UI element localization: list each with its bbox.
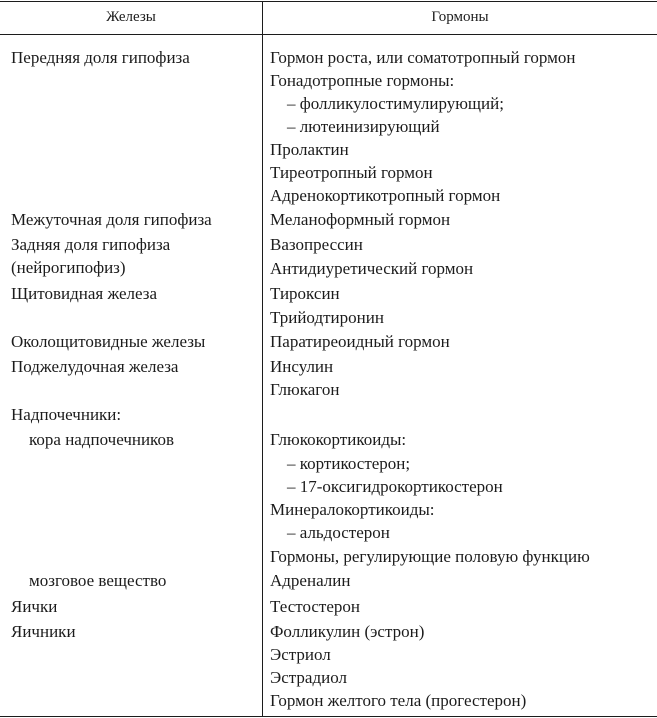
hormone-cell: Гормон роста, или соматотропный гормон — [270, 48, 576, 67]
column-divider — [262, 1, 263, 717]
hormone-cell: Минералокортикоиды: — [270, 500, 435, 519]
hormone-cell: Фолликулин (эстрон) — [270, 622, 425, 641]
table-header-rule — [0, 34, 657, 35]
header-hormones: Гормоны — [431, 9, 489, 25]
hormone-cell: Адреналин — [270, 571, 351, 590]
hormone-cell: Глюкокортикоиды: — [270, 430, 407, 449]
hormone-cell: Тироксин — [270, 284, 340, 303]
hormone-cell: Тиреотропный гормон — [270, 163, 433, 182]
gland-cell: Яичники — [11, 622, 76, 641]
gland-cell: кора надпочечников — [29, 430, 174, 449]
gland-cell: Яички — [11, 597, 58, 616]
hormone-cell: – альдостерон — [287, 523, 390, 542]
hormone-cell: Вазопрессин — [270, 235, 363, 254]
gland-cell: Околощитовидные железы — [11, 332, 206, 351]
hormone-cell: Антидиуретический гормон — [270, 259, 474, 278]
hormone-cell: Инсулин — [270, 357, 334, 376]
gland-cell: Надпочечники: — [11, 405, 122, 424]
hormone-cell: Эстриол — [270, 645, 331, 664]
hormone-cell: Пролактин — [270, 140, 349, 159]
hormone-cell: Меланоформный гормон — [270, 210, 451, 229]
hormone-cell: Трийодтиронин — [270, 308, 384, 327]
hormone-cell: Гонадотропные гормоны: — [270, 71, 455, 90]
table-top-rule — [0, 1, 657, 2]
hormone-cell: Гормон желтого тела (прогестерон) — [270, 691, 527, 710]
hormone-cell: Тестостерон — [270, 597, 360, 616]
hormone-cell: Адренокортикотропный гормон — [270, 186, 501, 205]
hormone-cell: Паратиреоидный гормон — [270, 332, 450, 351]
hormone-cell: – лютеинизирующий — [287, 117, 440, 136]
hormone-cell: – 17-оксигидрокортикостерон — [287, 477, 503, 496]
table-bottom-rule — [0, 716, 657, 717]
gland-cell: Задняя доля гипофиза — [11, 235, 171, 254]
gland-cell: Щитовидная железа — [11, 284, 158, 303]
hormone-cell: Эстрадиол — [270, 668, 347, 687]
hormone-cell: – кортикостерон; — [287, 454, 411, 473]
hormone-cell: Глюкагон — [270, 380, 340, 399]
header-glands: Железы — [106, 9, 156, 25]
hormone-cell: – фолликулостимулирующий; — [287, 94, 504, 113]
gland-cell: Передняя доля гипофиза — [11, 48, 190, 67]
gland-cell: (нейрогипофиз) — [11, 258, 126, 277]
gland-cell: мозговое вещество — [29, 571, 167, 590]
gland-cell: Поджелудочная железа — [11, 357, 179, 376]
gland-cell: Межуточная доля гипофиза — [11, 210, 212, 229]
hormone-cell: Гормоны, регулирующие половую функцию — [270, 547, 590, 566]
